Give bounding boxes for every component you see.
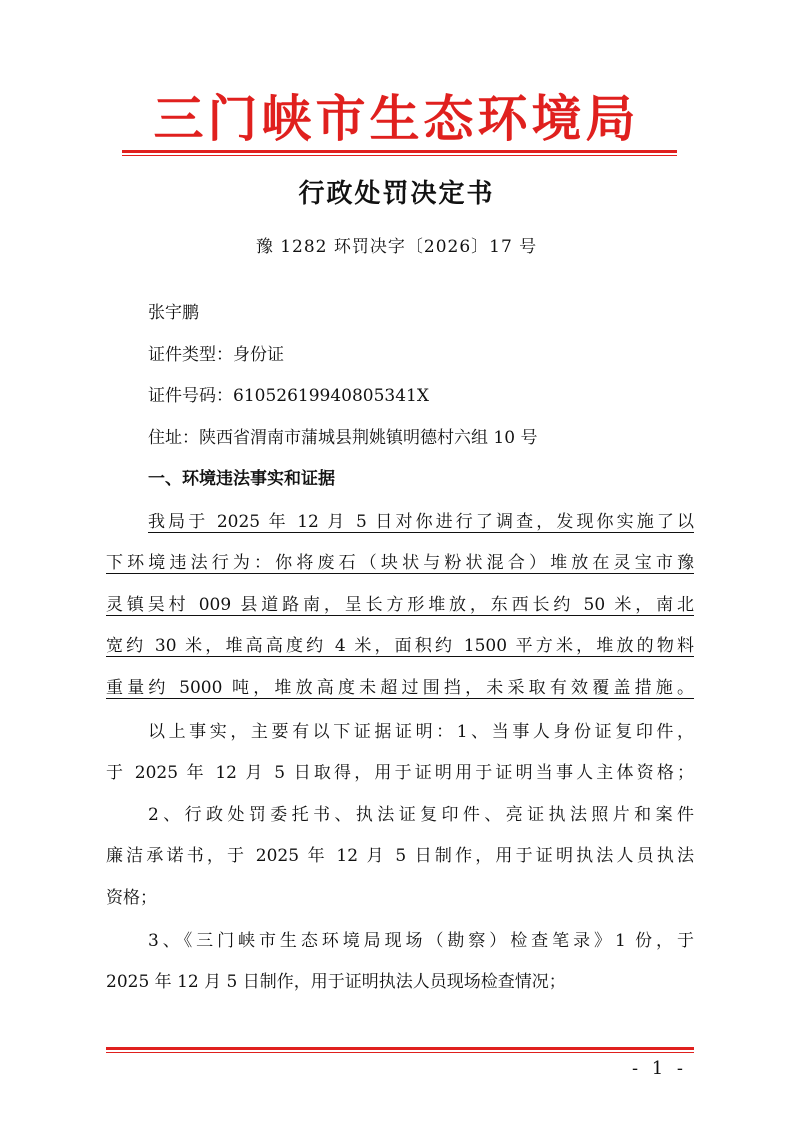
page-number: - 1 - [631,1058,687,1079]
document-title: 行政处罚决定书 [298,179,495,209]
evidence-line: 2025 年 12 月 5 日制作，用于证明执法人员现场检查情况； [106,972,566,992]
evidence-line: 2、行政处罚委托书、执法证复印件、亮证执法照片和案件 [148,805,694,825]
facts-line: 宽约 30 米，堆高高度约 4 米，面积约 1500 平方米，堆放的物料 [106,636,694,656]
footer-red-rule-thin [106,1052,694,1053]
party-name: 张宇鹏 [148,303,199,323]
party-address: 住址：陕西省渭南市蒲城县荆姚镇明德村六组 10 号 [148,428,538,448]
header-red-rule-thick [122,150,677,153]
evidence-line: 以上事实，主要有以下证据证明：1、当事人身份证复印件， [148,722,694,742]
document-number: 豫 1282 环罚决字〔2026〕17 号 [255,237,538,257]
evidence-line: 廉洁承诺书，于 2025 年 12 月 5 日制作，用于证明执法人员执法 [106,846,694,866]
issuing-authority-title: 三门峡市生态环境局 [153,89,640,148]
evidence-line: 于 2025 年 12 月 5 日取得，用于证明用于证明当事人主体资格； [106,763,694,783]
facts-line: 下环境违法行为：你将废石（块状与粉状混合）堆放在灵宝市豫 [106,553,694,573]
header-red-rule-thin [122,155,677,156]
party-id-number: 证件号码：61052619940805341X [148,386,429,406]
section-heading: 一、环境违法事实和证据 [148,469,335,489]
facts-line: 灵镇吴村 009 县道路南，呈长方形堆放，东西长约 50 米，南北 [106,595,694,615]
evidence-line: 资格； [106,888,157,908]
facts-line: 我局于 2025 年 12 月 5 日对你进行了调查，发现你实施了以 [148,512,694,532]
party-id-type: 证件类型：身份证 [148,345,284,365]
footer-red-rule-thick [106,1047,694,1050]
facts-line: 重量约 5000 吨，堆放高度未超过围挡，未采取有效覆盖措施。 [106,678,694,698]
evidence-line: 3、《三门峡市生态环境局现场（勘察）检查笔录》1 份，于 [148,931,694,951]
